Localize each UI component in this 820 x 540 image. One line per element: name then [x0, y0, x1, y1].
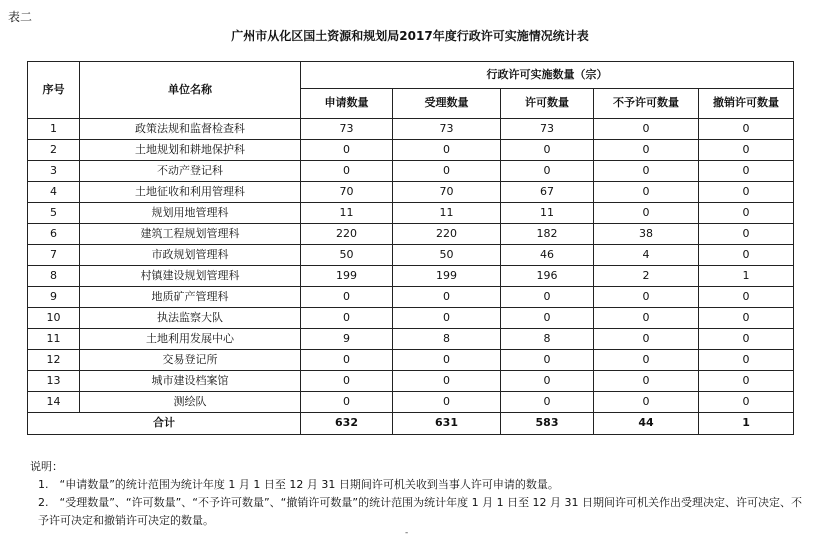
total-value: 632	[301, 413, 393, 435]
row-index: 6	[28, 224, 80, 245]
row-value: 0	[699, 350, 794, 371]
row-value: 8	[393, 329, 501, 350]
note-item: 1. “申请数量”的统计范围为统计年度 1 月 1 日至 12 月 31 日期间许可机关收到当事人许可申请的数量。	[38, 478, 559, 491]
table-row	[28, 308, 794, 329]
row-value: 50	[393, 245, 501, 266]
header-group: 行政许可实施数量（宗）	[301, 62, 794, 89]
table-row	[28, 392, 794, 413]
row-value: 38	[594, 224, 699, 245]
row-index: 7	[28, 245, 80, 266]
row-value: 0	[699, 245, 794, 266]
table-row	[28, 203, 794, 224]
total-value: 44	[594, 413, 699, 435]
row-value: 0	[699, 329, 794, 350]
row-value: 0	[699, 182, 794, 203]
row-unit-name: 政策法规和监督检查科	[80, 119, 301, 140]
row-index: 5	[28, 203, 80, 224]
document-title: 广州市从化区国土资源和规划局2017年度行政许可实施情况统计表	[231, 29, 589, 43]
header-applications: 申请数量	[301, 89, 393, 119]
row-value: 0	[393, 371, 501, 392]
header-unit-name: 单位名称	[80, 62, 301, 119]
row-value: 0	[501, 308, 594, 329]
row-index: 12	[28, 350, 80, 371]
row-value: 0	[501, 371, 594, 392]
row-value: 0	[594, 371, 699, 392]
row-value: 0	[393, 392, 501, 413]
row-unit-name: 交易登记所	[80, 350, 301, 371]
table-header	[28, 62, 794, 119]
row-value: 4	[594, 245, 699, 266]
row-value: 0	[501, 140, 594, 161]
row-value: 0	[501, 350, 594, 371]
row-value: 70	[393, 182, 501, 203]
total-value: 1	[699, 413, 794, 435]
row-value: 0	[594, 350, 699, 371]
row-value: 0	[301, 350, 393, 371]
row-unit-name: 土地规划和耕地保护科	[80, 140, 301, 161]
row-value: 0	[393, 308, 501, 329]
row-unit-name: 执法监察大队	[80, 308, 301, 329]
row-unit-name: 地质矿产管理科	[80, 287, 301, 308]
header-accepted: 受理数量	[393, 89, 501, 119]
row-value: 2	[594, 266, 699, 287]
row-value: 73	[501, 119, 594, 140]
row-value: 0	[594, 140, 699, 161]
row-value: 0	[594, 392, 699, 413]
notes-section	[8, 458, 812, 530]
total-label: 合计	[28, 413, 301, 435]
row-value: 9	[301, 329, 393, 350]
row-index: 4	[28, 182, 80, 203]
row-value: 0	[699, 392, 794, 413]
row-value: 0	[594, 287, 699, 308]
row-value: 70	[301, 182, 393, 203]
row-value: 220	[301, 224, 393, 245]
total-row	[28, 413, 794, 435]
row-value: 50	[301, 245, 393, 266]
row-value: 220	[393, 224, 501, 245]
row-value: 0	[301, 371, 393, 392]
row-unit-name: 市政规划管理科	[80, 245, 301, 266]
row-index: 10	[28, 308, 80, 329]
row-value: 0	[393, 287, 501, 308]
row-value: 46	[501, 245, 594, 266]
table-row	[28, 287, 794, 308]
table-row	[28, 371, 794, 392]
table-row	[28, 182, 794, 203]
row-unit-name: 不动产登记科	[80, 161, 301, 182]
header-index: 序号	[28, 62, 80, 119]
table-row	[28, 161, 794, 182]
row-value: 0	[301, 308, 393, 329]
row-value: 0	[393, 140, 501, 161]
row-value: 0	[594, 329, 699, 350]
row-value: 0	[594, 308, 699, 329]
row-value: 0	[699, 140, 794, 161]
row-value: 0	[699, 119, 794, 140]
row-value: 8	[501, 329, 594, 350]
total-value: 631	[393, 413, 501, 435]
total-value: 583	[501, 413, 594, 435]
row-value: 196	[501, 266, 594, 287]
note-item: 2. “受理数量”、“许可数量”、“不予许可数量”、“撤销许可数量”的统计范围为统计年度 1 月 1 日至 12 月 31 日期间许可机关作出受理决定、许可决定、不予许可决定和撤销许可决定的数量。	[38, 496, 803, 527]
row-value: 67	[501, 182, 594, 203]
table-label: 表二	[8, 10, 33, 24]
table-row	[28, 266, 794, 287]
row-index: 14	[28, 392, 80, 413]
table-row	[28, 119, 794, 140]
row-value: 0	[699, 371, 794, 392]
row-value: 0	[699, 203, 794, 224]
row-value: 11	[393, 203, 501, 224]
row-value: 11	[301, 203, 393, 224]
table-body	[28, 119, 794, 435]
row-unit-name: 村镇建设规划管理科	[80, 266, 301, 287]
row-value: 0	[594, 119, 699, 140]
header-permitted: 许可数量	[501, 89, 594, 119]
row-value: 0	[699, 308, 794, 329]
row-index: 3	[28, 161, 80, 182]
row-value: 73	[393, 119, 501, 140]
statistics-table	[27, 61, 794, 435]
table-row	[28, 140, 794, 161]
row-value: 0	[699, 161, 794, 182]
row-value: 0	[699, 224, 794, 245]
row-value: 73	[301, 119, 393, 140]
row-value: 1	[699, 266, 794, 287]
row-index: 13	[28, 371, 80, 392]
row-index: 11	[28, 329, 80, 350]
row-index: 2	[28, 140, 80, 161]
header-denied: 不予许可数量	[594, 89, 699, 119]
table-row	[28, 245, 794, 266]
row-value: 0	[501, 161, 594, 182]
table-row	[28, 350, 794, 371]
row-unit-name: 建筑工程规划管理科	[80, 224, 301, 245]
header-revoked: 撤销许可数量	[699, 89, 794, 119]
row-value: 0	[301, 287, 393, 308]
notes-heading: 说明：	[30, 460, 63, 473]
row-value: 0	[301, 140, 393, 161]
row-index: 1	[28, 119, 80, 140]
table-row	[28, 224, 794, 245]
row-value: 0	[501, 392, 594, 413]
row-value: 0	[501, 287, 594, 308]
row-value: 0	[301, 392, 393, 413]
row-unit-name: 测绘队	[80, 392, 301, 413]
row-value: 182	[501, 224, 594, 245]
row-unit-name: 规划用地管理科	[80, 203, 301, 224]
row-value: 199	[393, 266, 501, 287]
row-value: 0	[301, 161, 393, 182]
row-value: 0	[594, 182, 699, 203]
row-value: 11	[501, 203, 594, 224]
row-index: 8	[28, 266, 80, 287]
row-unit-name: 城市建设档案馆	[80, 371, 301, 392]
row-value: 0	[594, 161, 699, 182]
table-row	[28, 329, 794, 350]
page-mark: -	[405, 528, 409, 538]
row-value: 199	[301, 266, 393, 287]
row-unit-name: 土地征收和利用管理科	[80, 182, 301, 203]
row-index: 9	[28, 287, 80, 308]
row-unit-name: 土地利用发展中心	[80, 329, 301, 350]
row-value: 0	[393, 350, 501, 371]
row-value: 0	[393, 161, 501, 182]
row-value: 0	[594, 203, 699, 224]
row-value: 0	[699, 287, 794, 308]
